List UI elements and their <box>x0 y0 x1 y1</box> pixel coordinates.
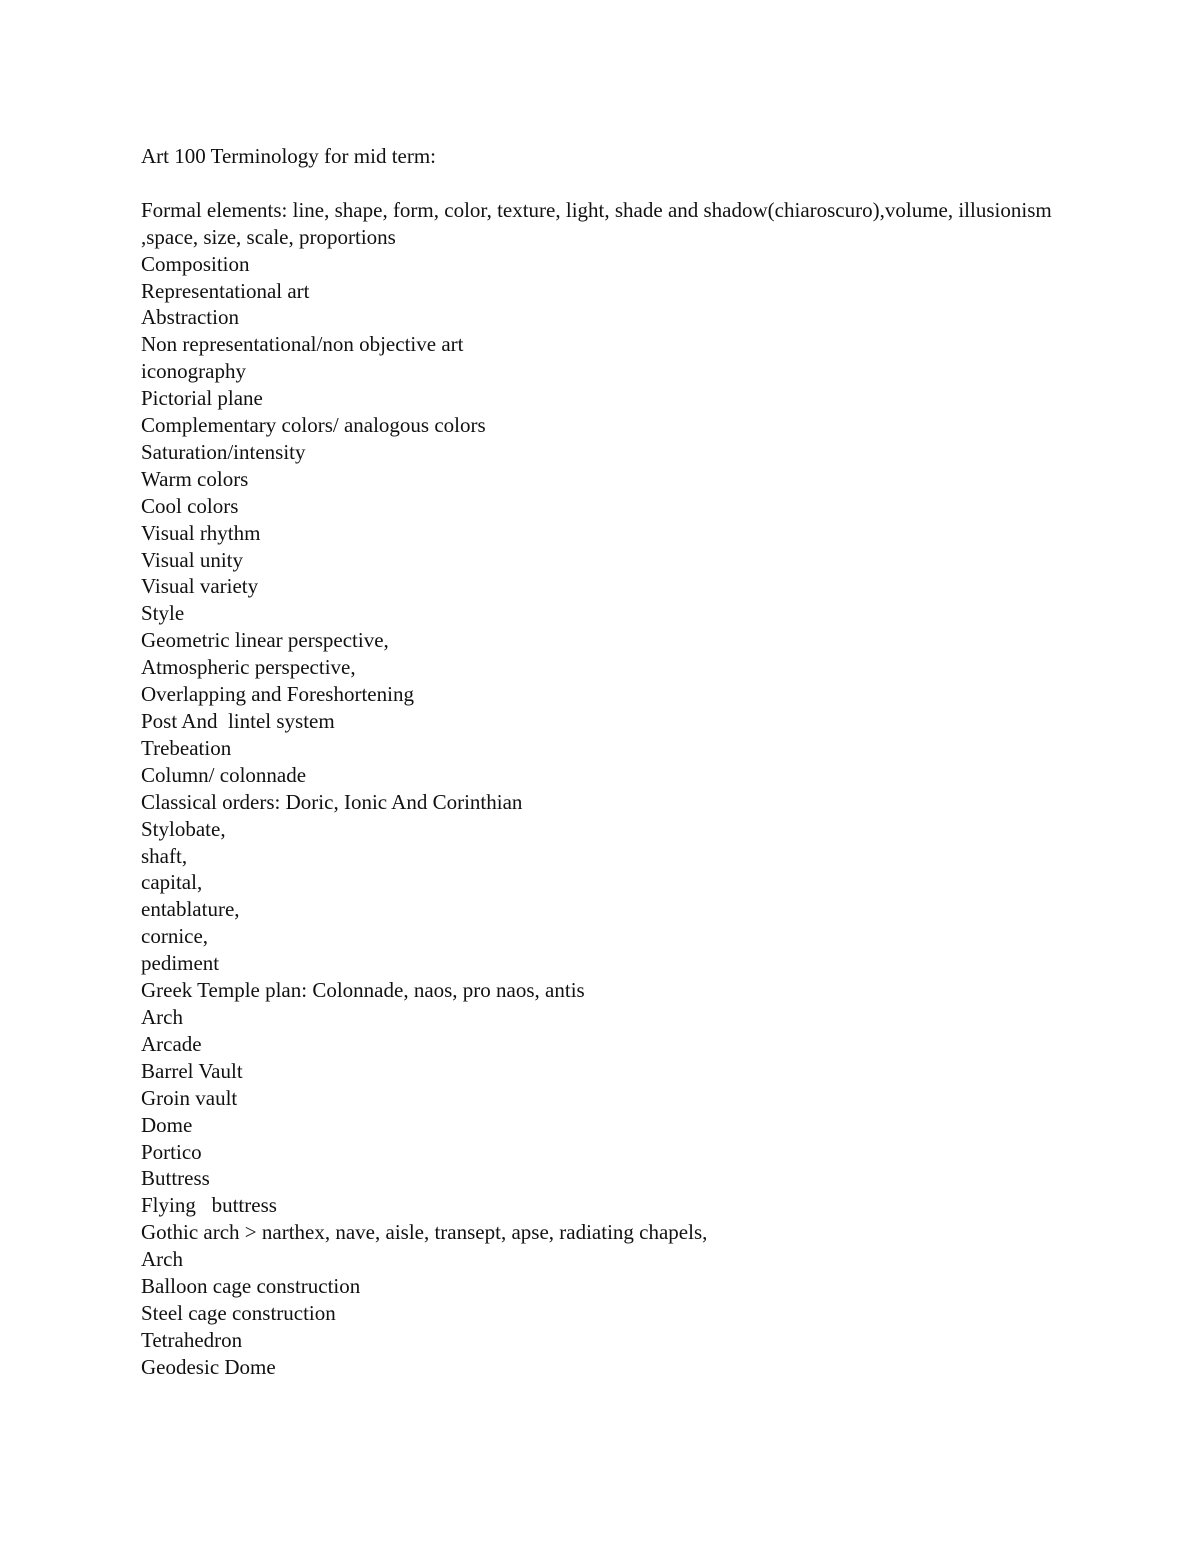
term-item: Arch <box>141 1004 183 1029</box>
term-list <box>141 197 1141 1381</box>
term-item: capital, <box>141 870 203 895</box>
term-item: pediment <box>141 951 220 976</box>
term-item: Tetrahedron <box>141 1327 243 1352</box>
term-item: Stylobate, <box>141 816 226 841</box>
term-item: Trebeation <box>141 735 232 760</box>
term-item: Pictorial plane <box>141 386 263 411</box>
term-item: Visual rhythm <box>141 520 261 545</box>
term-item: entablature, <box>141 897 240 922</box>
term-item: Warm colors <box>141 466 249 491</box>
term-item: Visual variety <box>141 574 259 599</box>
term-item: cornice, <box>141 924 209 949</box>
term-item: Complementary colors/ analogous colors <box>141 413 486 438</box>
term-item: Geometric linear perspective, <box>141 628 389 653</box>
term-formal-elements: Formal elements: line, shape, form, color, texture, light, shade and shadow(chiaroscuro),volume, illusionism ,space, size, scale, proportions <box>141 197 1052 249</box>
term-item: shaft, <box>141 843 188 868</box>
document-body <box>141 143 1141 1381</box>
document-title: Art 100 Terminology for mid term: <box>141 144 437 168</box>
term-item: Style <box>141 601 185 626</box>
term-item: Post And lintel system <box>141 709 335 734</box>
term-item: iconography <box>141 359 246 384</box>
term-item: Dome <box>141 1112 193 1137</box>
term-item: Classical orders: Doric, Ionic And Corinthian <box>141 789 523 814</box>
term-item: Balloon cage construction <box>141 1274 361 1299</box>
term-item: Column/ colonnade <box>141 762 307 787</box>
term-item: Atmospheric perspective, <box>141 655 356 680</box>
term-item: Representational art <box>141 278 310 303</box>
term-item: Gothic arch > narthex, nave, aisle, transept, apse, radiating chapels, <box>141 1220 708 1245</box>
term-item: Arch <box>141 1247 183 1272</box>
term-item: Portico <box>141 1139 202 1164</box>
term-item: Saturation/intensity <box>141 439 306 464</box>
term-item: Non representational/non objective art <box>141 332 464 357</box>
term-item: Groin vault <box>141 1085 238 1110</box>
blank-line <box>141 170 1141 197</box>
term-item: Buttress <box>141 1166 210 1191</box>
term-item: Arcade <box>141 1031 202 1056</box>
term-item: Barrel Vault <box>141 1058 243 1083</box>
term-item: Flying buttress <box>141 1193 277 1218</box>
term-item: Abstraction <box>141 305 239 330</box>
term-item: Overlapping and Foreshortening <box>141 682 414 707</box>
term-item: Greek Temple plan: Colonnade, naos, pro naos, antis <box>141 978 585 1003</box>
term-item: Steel cage construction <box>141 1300 336 1325</box>
term-item: Visual unity <box>141 547 243 572</box>
term-item: Composition <box>141 251 250 276</box>
term-item: Cool colors <box>141 493 239 518</box>
term-item: Geodesic Dome <box>141 1354 276 1379</box>
